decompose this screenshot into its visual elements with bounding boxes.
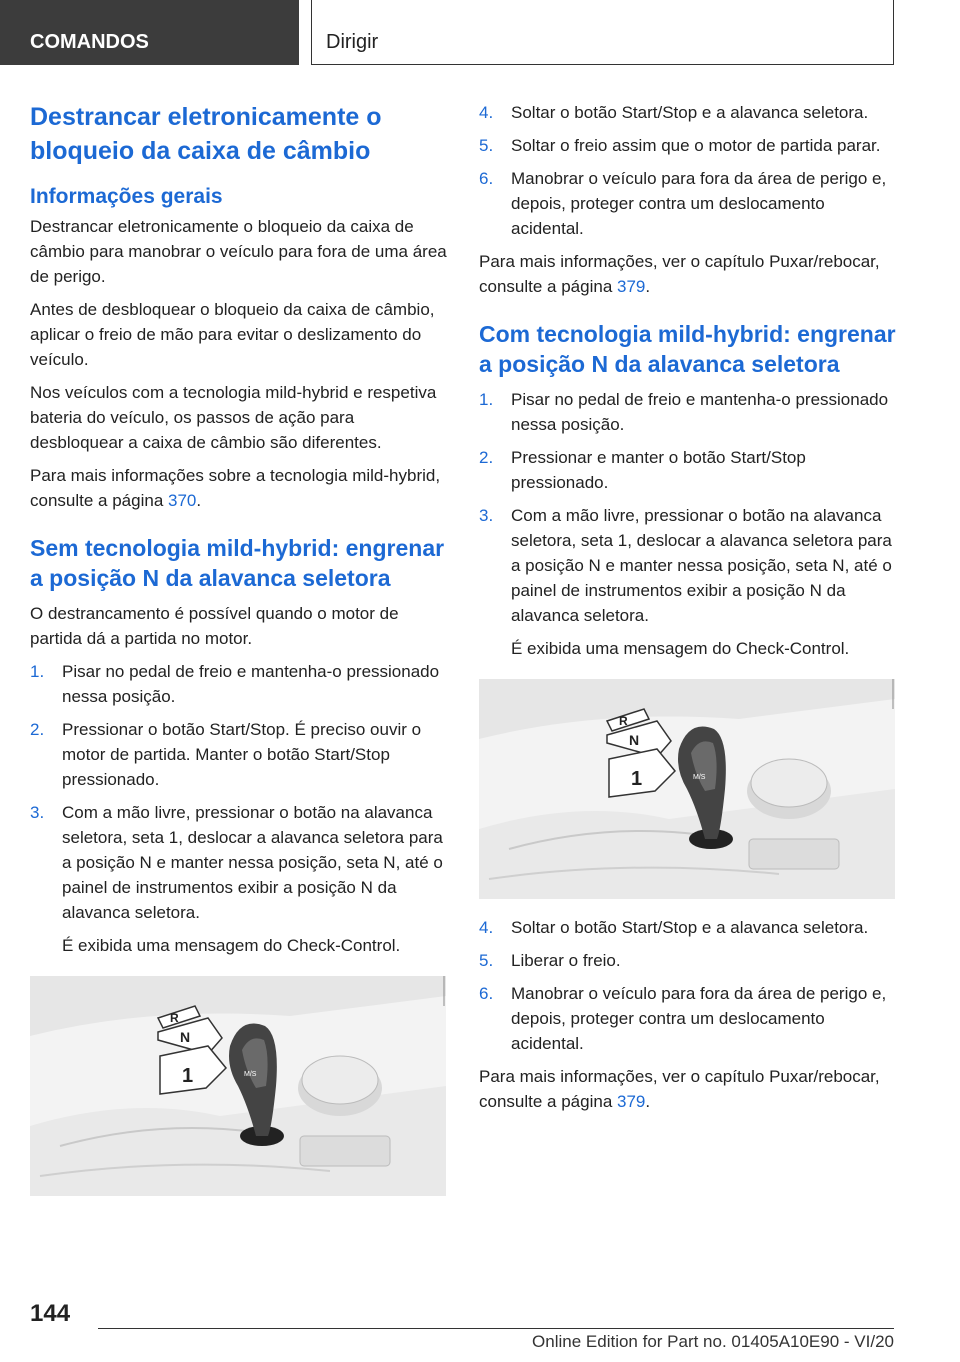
- right-column: [479, 100, 899, 1122]
- chapter-title: Dirigir: [311, 0, 894, 65]
- paragraph: Nos veículos com a tecnologia mild-hybrid e respetiva bateria do veículo, os passos de ação para desbloquear a caixa de câmbio são diferentes.: [30, 383, 437, 452]
- paragraph: Para mais informações, ver o capítulo Puxar/rebocar, consulte a página 379.: [479, 1067, 880, 1111]
- page-link-379[interactable]: 379: [617, 1092, 646, 1111]
- arrow-1-label: 1: [631, 768, 643, 790]
- footer-divider: [98, 1328, 894, 1329]
- list-item: 4. Soltar o botão Start/Stop e a alavanca seletora.: [479, 103, 869, 122]
- section-heading-no-hybrid: Sem tecnologia mild-hybrid: engrenar a posição N da alavanca seletora: [30, 535, 445, 591]
- step-list: [479, 100, 899, 241]
- section-tab: COMANDOS: [0, 0, 299, 65]
- paragraph: Antes de desbloquear o bloqueio da caixa de câmbio, aplicar o freio de mão para evitar o deslizamento do veículo.: [30, 300, 435, 369]
- arrow-r-label: R: [619, 714, 628, 728]
- list-item: 5. Soltar o freio assim que o motor de partida parar.: [479, 136, 881, 155]
- list-item: 4. Soltar o botão Start/Stop e a alavanca seletora.: [479, 918, 869, 937]
- lever-label: M/S: [693, 774, 706, 781]
- step-list: [479, 915, 899, 1056]
- page-number: 144: [30, 1300, 71, 1327]
- footer-edition: Online Edition for Part no. 01405A10E90 - VI/20: [532, 1332, 894, 1351]
- arrow-r-label: R: [170, 1011, 179, 1025]
- section-intro: O destrancamento é possível quando o motor de partida dá a partida no motor.: [30, 604, 399, 648]
- step-note: É exibida uma mensagem do Check-Control.: [511, 639, 850, 658]
- list-item: 2. Pressionar o botão Start/Stop. É preciso ouvir o motor de partida. Manter o botão Start/Stop pressionado.: [30, 720, 422, 789]
- list-item: 1. Pisar no pedal de freio e mantenha-o pressionado nessa posição.: [479, 390, 889, 434]
- page-title: Destrancar eletronicamente o bloqueio da caixa de câmbio: [30, 103, 382, 165]
- list-item: 5. Liberar o freio.: [479, 951, 621, 970]
- left-column: [30, 100, 448, 1212]
- section-heading-hybrid: Com tecnologia mild-hybrid: engrenar a posição N da alavanca seletora: [479, 321, 896, 377]
- page-link-370[interactable]: 370: [168, 491, 197, 510]
- gear-lever-illustration: [479, 679, 895, 899]
- arrow-n-label: N: [629, 732, 640, 748]
- list-item: 6. Manobrar o veículo para fora da área de perigo e, depois, proteger contra um deslocamento acidental.: [479, 984, 887, 1053]
- arrow-1-label: 1: [182, 1065, 194, 1087]
- paragraph: Destrancar eletronicamente o bloqueio da caixa de câmbio para manobrar o veículo para fora de uma área de perigo.: [30, 217, 447, 286]
- list-item: 2. Pressionar e manter o botão Start/Stop pressionado.: [479, 448, 806, 492]
- arrow-n-label: N: [180, 1029, 191, 1045]
- step-list: [30, 659, 448, 958]
- page-link-379[interactable]: 379: [617, 277, 646, 296]
- list-item: 1. Pisar no pedal de freio e mantenha-o pressionado nessa posição.: [30, 662, 440, 706]
- list-item: 3. Com a mão livre, pressionar o botão na alavanca seletora, seta 1, deslocar a alavanca seletora para a posição N e manter nessa posição, seta N, até o painel de instrumentos exibir a posição N da alavanca seletora. É exibida uma mensagem do Check-Control.: [479, 503, 899, 661]
- step-list: [479, 387, 899, 661]
- lever-label: M/S: [244, 1071, 257, 1078]
- paragraph: Para mais informações sobre a tecnologia mild-hybrid, consulte a página 370.: [30, 466, 441, 510]
- gear-lever-illustration: [30, 976, 446, 1196]
- paragraph: Para mais informações, ver o capítulo Puxar/rebocar, consulte a página 379.: [479, 252, 880, 296]
- step-note: É exibida uma mensagem do Check-Control.: [62, 936, 401, 955]
- list-item: 6. Manobrar o veículo para fora da área de perigo e, depois, proteger contra um deslocamento acidental.: [479, 169, 887, 238]
- info-heading: Informações gerais: [30, 185, 223, 208]
- list-item: 3. Com a mão livre, pressionar o botão na alavanca seletora, seta 1, deslocar a alavanca seletora para a posição N e manter nessa posição, seta N, até o painel de instrumentos exibir a posição N da alavanca seletora. É exibida uma mensagem do Check-Control.: [30, 800, 448, 958]
